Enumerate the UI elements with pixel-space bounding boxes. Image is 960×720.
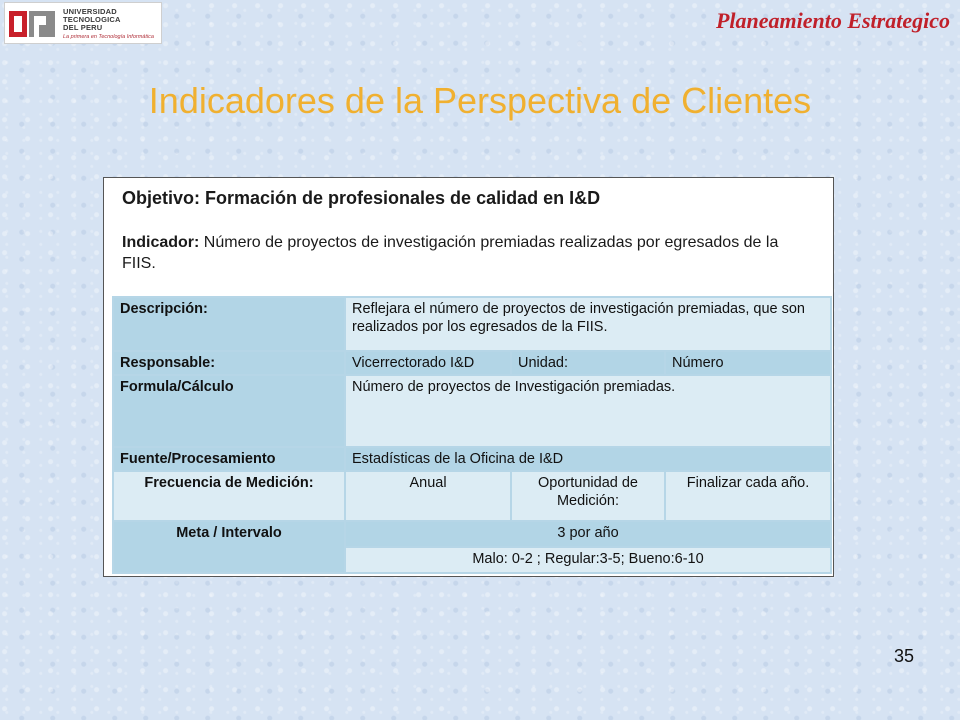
- table-row: [113, 297, 831, 351]
- page-number: 35: [893, 646, 914, 666]
- header-title: Planeamiento Estrategico: [715, 8, 950, 33]
- table-row: [113, 375, 831, 447]
- indicator-label: Indicador:: [122, 234, 200, 251]
- table-row: [113, 471, 831, 521]
- fuente-label: Fuente/Procesamiento: [113, 447, 345, 471]
- oportunidad-label: Oportunidad de Medición:: [511, 471, 665, 521]
- oportunidad-value: Finalizar cada año.: [665, 471, 831, 521]
- formula-label: Formula/Cálculo: [113, 375, 345, 447]
- table-row: [113, 351, 831, 375]
- fuente-value: Estadísticas de la Oficina de I&D: [345, 447, 831, 471]
- logo-line-3: DEL PERU: [63, 23, 103, 32]
- table-row: [113, 447, 831, 471]
- table-row: [113, 521, 831, 547]
- university-logo: [4, 2, 162, 44]
- meta-label: Meta / Intervalo: [113, 521, 345, 573]
- logo-tagline: La primera en Tecnología Informática: [63, 34, 154, 40]
- unidad-label: Unidad:: [511, 351, 665, 375]
- slide-title: Indicadores de la Perspectiva de Clientes: [148, 80, 812, 121]
- indicator-value: Número de proyectos de investigación premiadas realizadas por egresados de la FIIS.: [122, 234, 779, 272]
- indicator-card: [103, 177, 834, 577]
- intervalo-value: Malo: 0-2 ; Regular:3-5; Bueno:6-10: [345, 547, 831, 573]
- logo-line-1: UNIVERSIDAD: [63, 7, 117, 16]
- logo-line-2: TECNOLOGICA: [63, 15, 121, 24]
- frecuencia-value: Anual: [345, 471, 511, 521]
- indicator-table: [112, 296, 832, 574]
- indicator-text: [122, 232, 802, 274]
- utp-logo-icon: [7, 7, 59, 41]
- responsable-value: Vicerrectorado I&D: [345, 351, 511, 375]
- formula-value: Número de proyectos de Investigación premiadas.: [345, 375, 831, 447]
- meta-value: 3 por año: [345, 521, 831, 547]
- frecuencia-label: Frecuencia de Medición:: [113, 471, 345, 521]
- responsable-label: Responsable:: [113, 351, 345, 375]
- unidad-value: Número: [665, 351, 831, 375]
- descripcion-label: Descripción:: [113, 297, 345, 351]
- objective-heading: Objetivo: Formación de profesionales de calidad en I&D: [122, 188, 601, 208]
- descripcion-value: Reflejara el número de proyectos de investigación premiadas, que son realizados por los egresados de la FIIS.: [345, 297, 831, 351]
